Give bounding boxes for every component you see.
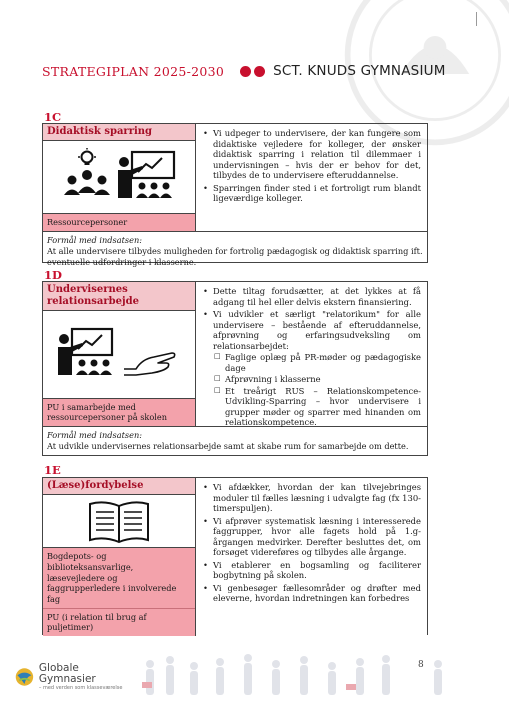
section-1c-responsible: Ressourcepersoner bbox=[43, 213, 195, 231]
section-1c-title: Didaktisk sparring bbox=[43, 124, 195, 141]
section-label-1c: 1C bbox=[44, 110, 62, 124]
section-1d-sub-bullet: □ Faglige oplæg på PR-møder og pædagogiske dage bbox=[225, 352, 421, 373]
section-1c-bullet: • Vi udpeger to undervisere, der kan fungere som didaktiske vejledere for kolleger, der ønsker didaktisk sparring i relation til dilemmaer i undervisningen – hvis der er behov for det, tilbydes de to undervisere efteruddannelse. bbox=[213, 128, 421, 181]
section-1d-bullet: • Vi udvikler et særligt "relatorikum" for alle undervisere – bestående af efteruddannelse, afprøvning og erfaringsudveksling om relationsarbejdet: □ Faglige oplæg på PR-møder og pædagogiske dage □ Afprøvning i klasserne □ Et treårigt RUS – Relationskompetence-Udvikling-Sparring – hvor undervisere i grupper møder og sparrer med hinanden om relationskompetence. bbox=[213, 309, 421, 428]
section-1c-purpose-text: At alle undervisere tilbydes muligheden for fortrolig pædagogisk og didaktisk sparring ift. eventuelle udfordringer i klasserne. bbox=[47, 246, 423, 268]
section-1d-sub-bullet: □ Et treårigt RUS – Relationskompetence-Udvikling-Sparring – hvor undervisere i grupper møder og sparrer med hinanden om relationskompetence. bbox=[225, 386, 421, 428]
section-1d-block bbox=[42, 281, 428, 456]
page-header bbox=[42, 60, 482, 82]
open-book-icon bbox=[84, 496, 154, 546]
teacher-hand-icon bbox=[54, 325, 184, 383]
logo-tagline: – med verden som klasseværelse bbox=[38, 684, 123, 691]
section-1d-purpose-text: At udvikle undervisernes relationsarbejde samt at skabe rum for samarbejde om dette. bbox=[47, 441, 409, 452]
strategy-plan-title: STRATEGIPLAN 2025-2030 bbox=[42, 63, 225, 79]
section-1e-bullet: • Vi etablerer en bogsamling og faciliterer bogbytning på skolen. bbox=[213, 560, 421, 581]
header-dots bbox=[240, 66, 265, 77]
section-1e-title: (Læse)fordybelse bbox=[43, 478, 195, 495]
section-1d-sub-bullet: □ Afprøvning i klasserne bbox=[225, 374, 421, 385]
page-number: 8 bbox=[418, 660, 424, 670]
logo-name: Globale Gymnasier bbox=[38, 661, 96, 686]
globe-icon bbox=[14, 666, 35, 688]
section-1d-responsible: PU i samarbejde med ressourcepersoner på skolen bbox=[43, 398, 195, 426]
section-1e-bullet: • Vi afprøver systematisk læsning i interesserede faggrupper, hvor alle fagets hold på 1.g-årgangen medvirker. Derefter besluttes det, om forsøget videreføres og tilbydes alle årgange. bbox=[213, 516, 421, 558]
teacher-presenting-icon bbox=[54, 148, 184, 206]
section-1c-purpose: Formål med indsatsen: At alle undervisere tilbydes muligheden for fortrolig pædagogisk og didaktisk sparring ift. eventuelle udfordringer i klasserne. bbox=[47, 235, 423, 268]
section-1e-bullet: • Vi afdækker, hvordan der kan tilvejebringes moduler til fælles læsning i udvalgte fag (fx 130-timerspuljen). bbox=[213, 482, 421, 514]
section-1d-title: Undervisernes relationsarbejde bbox=[43, 282, 195, 311]
section-1c-bullet: • Sparringen finder sted i et fortroligt rum blandt ligeværdige kolleger. bbox=[213, 183, 421, 204]
section-1e-block bbox=[42, 477, 428, 635]
section-1d-bullet: • Dette tiltag forudsætter, at det lykkes at få adgang til hel eller delvis ekstern finansiering. bbox=[213, 286, 421, 307]
globale-gymnasier-logo bbox=[14, 660, 134, 694]
section-1d-purpose: Formål med indsatsen: At udvikle undervisernes relationsarbejde samt at skabe rum for samarbejde om dette. bbox=[43, 427, 427, 455]
people-silhouettes-decoration bbox=[136, 650, 466, 700]
section-1e-bullet: • Vi genbesøger fællesområder og drøfter med eleverne, hvordan indretningen kan forbedres bbox=[213, 583, 421, 604]
section-1c-block bbox=[42, 123, 428, 268]
section-1e-responsible: Bogdepots- og biblioteksansvarlige, læsevejledere og faggrupperledere i involverede fag bbox=[43, 547, 195, 607]
section-label-1d: 1D bbox=[44, 268, 62, 282]
page-corner-mark bbox=[476, 12, 477, 26]
school-name: SCT. KNUDS GYMNASIUM bbox=[273, 63, 446, 79]
section-1e-responsible-pu: PU (i relation til brug af puljetimer) bbox=[43, 608, 195, 636]
section-label-1e: 1E bbox=[44, 463, 61, 477]
